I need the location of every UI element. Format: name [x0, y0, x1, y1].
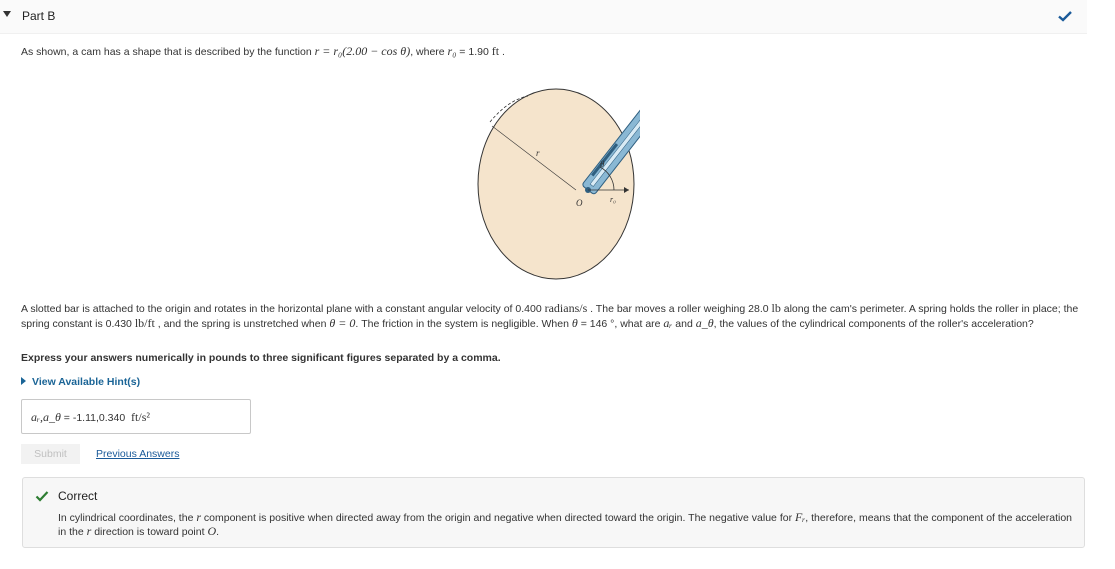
submit-button[interactable]: Submit: [21, 444, 80, 464]
feedback-panel: [22, 477, 1085, 548]
answer-unit: ft/s²: [131, 410, 150, 424]
answer-instruction: Express your answers numerically in pounds to three significant figures separated by a comma.: [21, 352, 501, 364]
label-o: O: [576, 198, 583, 208]
feedback-title: Correct: [58, 489, 98, 503]
answer-variables: aᵣ,a_θ: [31, 410, 61, 424]
cam-function: r = r₀(2.00 − cos θ): [314, 44, 411, 58]
collapse-caret-icon[interactable]: [3, 11, 11, 17]
cam-figure: [470, 66, 640, 296]
expand-caret-icon: [21, 377, 26, 385]
label-theta: θ: [600, 159, 605, 169]
hint-label: View Available Hint(s): [32, 376, 141, 388]
cam-shape: [478, 89, 634, 279]
part-header[interactable]: [0, 0, 1087, 34]
answer-field[interactable]: aᵣ,a_θ = -1.11,0.340 ft/s²: [21, 399, 251, 434]
intro-text: As shown, a cam has a shape that is described by the function r = r₀(2.00 − cos θ), where r₀ = 1.90 ft .: [21, 44, 505, 58]
previous-answers-link[interactable]: Previous Answers: [96, 448, 180, 460]
feedback-text: In cylindrical coordinates, the r component is positive when directed away from the origin and negative when directed toward the origin. The negative value for Fᵣ, therefore, means that the component of the acceleration in the r direction is toward point O.: [58, 510, 1073, 538]
label-r: r: [536, 148, 540, 158]
answer-value[interactable]: -1.11,0.340: [72, 412, 126, 424]
view-hints-link[interactable]: [21, 376, 140, 388]
part-title: Part B: [22, 9, 56, 23]
correct-check-icon: [35, 490, 49, 502]
problem-text: A slotted bar is attached to the origin and rotates in the horizontal plane with a constant angular velocity of 0.400 radians/s . The bar moves a roller weighing 28.0 lb along the cam's perimeter. A spring holds the roller in place; the spring constant is 0.430 lb/ft , and the spring is unstretched when θ = 0. The friction in the system is negligible. When θ = 146 °, what are aᵣ and a_θ, the values of the cylindrical components of the roller's acceleration?: [21, 301, 1079, 330]
completed-check-icon: [1057, 8, 1073, 24]
label-r0: r₀: [610, 195, 616, 204]
